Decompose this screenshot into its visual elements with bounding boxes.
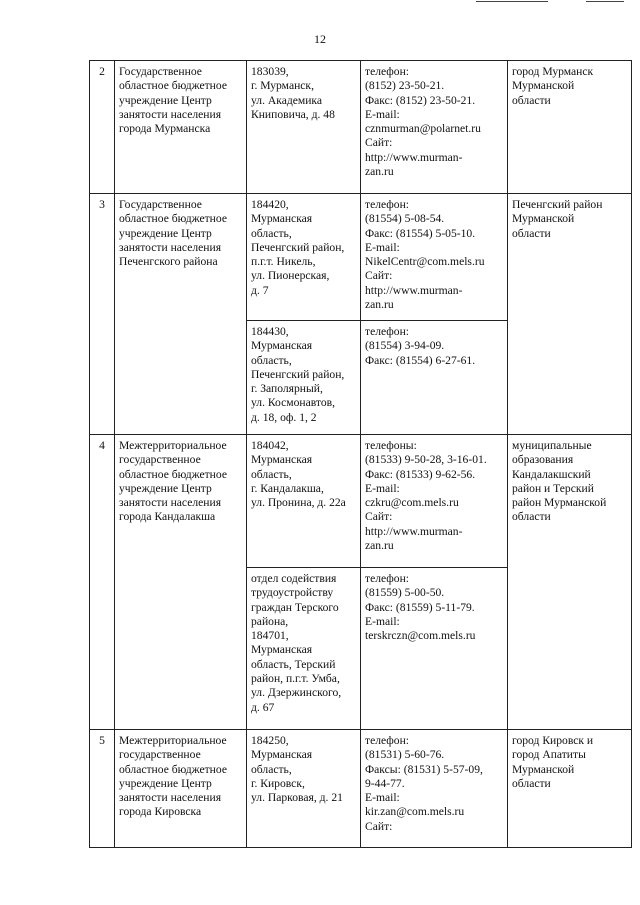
institution-name: Межтерриториальное государственное областное бюджетное учреждение Центр занятости населения города Кандалакша: [115, 435, 247, 730]
office-contacts: телефон: (81554) 5-08-54. Факс: (81554) 5-05-10. E-mail: NikelCentr@com.mels.ru Сайт: http://www.murman- zan.ru: [361, 194, 508, 321]
row-number: 4: [90, 435, 115, 730]
service-territory: город Мурманск Мурманской области: [508, 61, 632, 194]
office-address: 184042, Мурманская область, г. Кандалакша, ул. Пронина, д. 22а: [247, 435, 361, 568]
office-address: 184430, Мурманская область, Печенгский район, г. Заполярный, ул. Космонавтов, д. 18, оф. 1, 2: [247, 321, 361, 435]
institution-name: Государственное областное бюджетное учреждение Центр занятости населения города Мурманска: [115, 61, 247, 194]
service-territory: город Кировск и город Апатиты Мурманской области: [508, 730, 632, 848]
service-territory: муниципальные образования Кандалакшский район и Терский район Мурманской области: [508, 435, 632, 730]
office-contacts: телефон: (81531) 5-60-76. Факсы: (81531) 5-57-09, 9-44-77. E-mail: kir.zan@com.mels.ru Сайт:: [361, 730, 508, 848]
office-contacts: телефоны: (81533) 9-50-28, 3-16-01. Факс: (81533) 9-62-56. E-mail: czkru@com.mels.ru Сайт: http://www.murman- zan.ru: [361, 435, 508, 568]
institution-name: Государственное областное бюджетное учреждение Центр занятости населения Печенгского района: [115, 194, 247, 435]
table-row: [90, 61, 632, 194]
office-contacts: телефон: (81559) 5-00-50. Факс: (81559) 5-11-79. E-mail: terskrczn@com.mels.ru: [361, 568, 508, 730]
office-address: отдел содействия трудоустройству граждан Терского района, 184701, Мурманская область, Терский район, п.г.т. Умба, ул. Дзержинского, д. 67: [247, 568, 361, 730]
scan-edge-mark: [586, 1, 624, 2]
row-number: 5: [90, 730, 115, 848]
office-contacts: телефон: (8152) 23-50-21. Факс: (8152) 23-50-21. E-mail: cznmurman@polarnet.ru Сайт: http://www.murman- zan.ru: [361, 61, 508, 194]
row-number: 2: [90, 61, 115, 194]
employment-centers-table: [89, 60, 632, 848]
table-row: [90, 435, 632, 568]
scan-edge-mark: [476, 1, 548, 2]
institution-name: Межтерриториальное государственное областное бюджетное учреждение Центр занятости населения города Кировска: [115, 730, 247, 848]
office-address: 184420, Мурманская область, Печенгский район, п.г.т. Никель, ул. Пионерская, д. 7: [247, 194, 361, 321]
row-number: 3: [90, 194, 115, 435]
table-row: [90, 730, 632, 848]
office-contacts: телефон: (81554) 3-94-09. Факс: (81554) 6-27-61.: [361, 321, 508, 435]
office-address: 183039, г. Мурманск, ул. Академика Книповича, д. 48: [247, 61, 361, 194]
office-address: 184250, Мурманская область, г. Кировск, ул. Парковая, д. 21: [247, 730, 361, 848]
table-row: [90, 194, 632, 321]
page-number: 12: [314, 32, 326, 46]
service-territory: Печенгский район Мурманской области: [508, 194, 632, 435]
